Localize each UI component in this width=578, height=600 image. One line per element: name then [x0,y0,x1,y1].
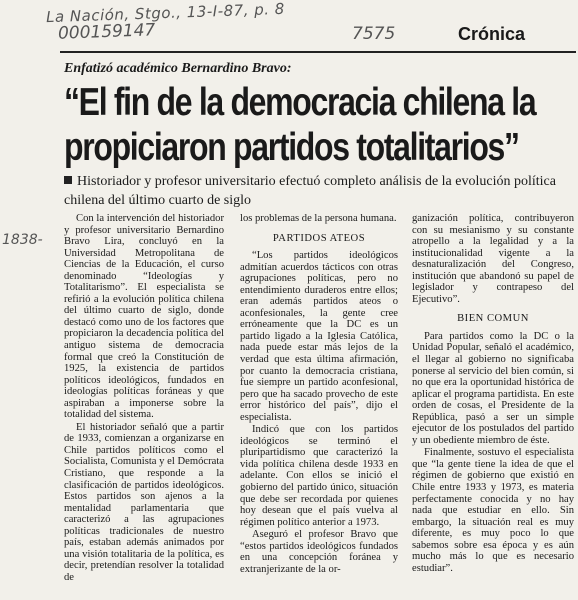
paragraph: ganización política, contribuyeron con su mesianismo y su constante atropello a la legalidad y a la institucionalidad vigente a la desnaturalización del Congreso, institución que abandonó su papel de legislador y contrapeso del Ejecutivo”. [412,213,574,305]
kicker: Enfatizó académico Bernardino Bravo: [64,61,292,76]
paragraph: Para partidos como la DC o la Unidad Popular, señaló el académico, el llegar al gobierno no significaba ponerse al servicio del bien común, si no que era la oportunidad histórica de aplicar el programa partidista. En este orden de cosas, el Presidente de la República, pasó a ser un simple ejecutor de los postulados del partido y un obediente miembro de éste. [412,330,574,446]
headline [64,80,536,170]
subheadline [64,172,572,210]
handwritten-source-note: La Nación, Stgo., 13-I-87, p. 8 [45,0,286,27]
article-column-1 [64,213,224,584]
paragraph: Aseguró el profesor Bravo que “estos partidos ideológicos fundados en una concepción foránea y extranjerizante de la or- [240,529,398,575]
paragraph: Finalmente, sostuvo el especialista que “la gente tiene la idea de que el régimen de gobierno que existió en Chile entre 1933 y 1973, es materia perfectamente conocida y no hay nada que estudiar en ello. Sin embargo, la situación real es muy diferente, es muy poco lo que sabemos sobre esa época y es aún mucho más lo que es necesario estudiar”. [412,447,574,574]
paragraph: Indicó que con los partidos ideológicos se terminó el pluripartidismo que caracterizó la vida política chilena desde 1933 en adelante. Con ellos se inició el gobierno del partido único, situación que debe ser recordada por quienes hoy desean que el país vuelva al régimen político anterior a 1973. [240,424,398,528]
section-subhead: BIEN COMUN [457,313,529,325]
section-label: Crónica [458,24,526,44]
headline-line-2: propiciaron partidos totalitarios” [64,126,519,169]
article-column-3 [412,213,574,574]
subheadline-text: Historiador y profesor universitario efectuó completo análisis de la evolución política chilena del último cuarto de siglo [64,174,556,208]
paragraph: “Los partidos ideológicos admitían acuerdos tácticos con otras agrupaciones políticas, pero no entendimiento duraderos entre ellos; eran además partidos ateos o aconfesionales, la gente cree erróneamente que la DC es un partido ligado a la Iglesia Católica, nada puede estar más lejos de la verdad que esta última afirmación, por cuanto la democracia cristiana, fue siempre un partido aconfesional, pero que ha sacado provecho de este error histórico del país”, dijo el especialista. [240,250,398,423]
top-rule [60,51,576,53]
headline-line-1: “El fin de la democracia chilena la [64,81,536,124]
bullet-square-icon [64,176,72,184]
handwritten-id-number: 000159147 [57,20,156,44]
paragraph: los problemas de la persona humana. [240,213,397,224]
handwritten-catalog-number: 7575 [352,24,396,44]
paragraph: El historiador señaló que a partir de 1933, comienzan a organizarse en Chile partidos políticos como el Socialista, Comunista y el Demócrata Cristiano, que responde a la clasificación de partidos ideológicos. Estos partidos son ajenos a la mentalidad parlamentaria que caracterizó a las agrupaciones políticas tradicionales de nuestro país, estaban además animados por una visión totalitaria de la política, es decir, pretendían resolver la totalidad de [64,421,224,583]
handwritten-margin-note: 1838- [2,232,43,248]
paragraph: Con la intervención del historiador y profesor universitario Bernardino Bravo Lira, concluyó en la Universidad Metropolitana de Ciencias de la Educación, el curso denominado “Ideologías y Totalitarismo”. El especialista se refirió a la evolución política chilena del último cuarto de siglo, donde destacó como uno de los factores que propiciaron la decadencia política del antiguo sistema de democracia formal que creó la Constitución de 1925, la existencia de partidos políticos ideológicos, fundados en ideologías políticas foráneas y que aspiraban a imponerse sobre la totalidad del sistema. [64,213,224,421]
section-subhead: PARTIDOS ATEOS [272,232,366,244]
article-column-2 [240,213,398,575]
